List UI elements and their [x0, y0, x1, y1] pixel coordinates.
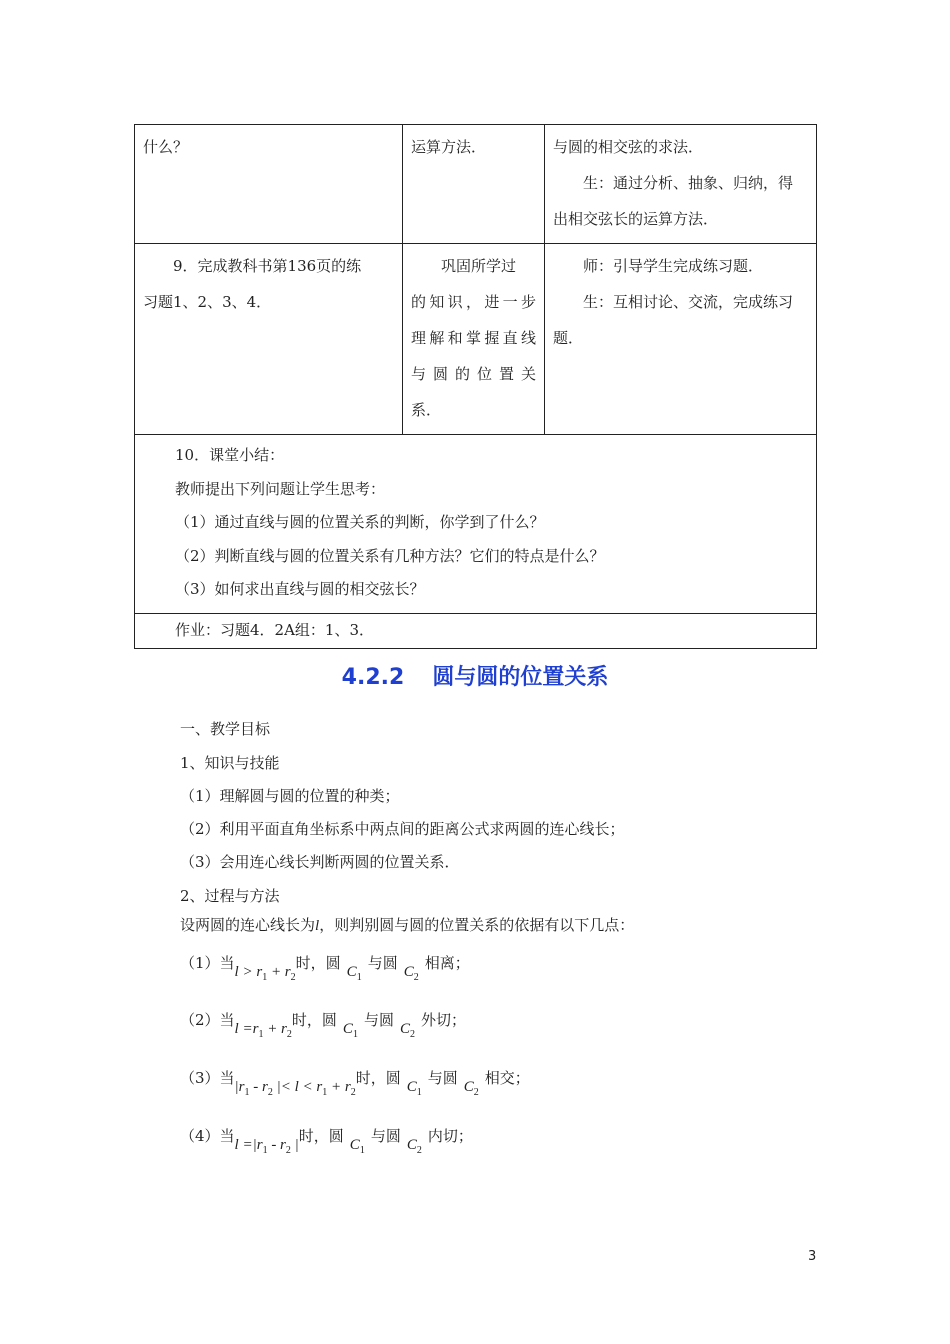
heading-process: 2、过程与方法: [180, 887, 280, 905]
cell-activity: 师：引导学生完成练习题． 生：互相讨论、交流，完成练习 题．: [545, 244, 817, 435]
condition-4: （4）当$l =|r_1 - r_2$ |时，圆 $C_1$与圆 $C_2$内切；: [180, 1127, 473, 1156]
section-title: [0, 660, 950, 691]
formula: $|r_1 - r_2$ |< $l < r_1 + r_2$: [234, 1079, 356, 1098]
page-number: 3: [808, 1249, 817, 1264]
formula: $l =|r_1 - r_2$ |: [234, 1137, 299, 1156]
cell-goal: 运算方法．: [403, 125, 545, 244]
heading-knowledge: 1、知识与技能: [180, 754, 280, 772]
intro-text: 设两圆的连心线长为l，则判别圆与圆的位置关系的依据有以下几点：: [180, 916, 635, 934]
section-heading: 圆与圆的位置关系: [432, 665, 609, 690]
cell-goal: 巩固所学过 的知识，进一步 理解和掌握直线 与圆的位置关 系．: [403, 244, 545, 435]
section-number: 4.2.2: [341, 665, 405, 690]
cell-content: 9．完成教科书第136页的练 习题1、2、3、4．: [135, 244, 403, 435]
condition-2: （2）当$l =r_1 + r_2$时，圆 $C_1$与圆 $C_2$外切；: [180, 1011, 466, 1040]
table-row: [135, 244, 817, 435]
formula: $l =r_1 + r_2$: [234, 1021, 292, 1040]
table-row: [135, 125, 817, 244]
condition-1: （1）当$l > r_1 + r_2$时，圆 $C_1$与圆 $C_2$相离；: [180, 954, 470, 983]
list-item: （3）会用连心线长判断两圆的位置关系．: [180, 853, 460, 871]
table-row: [135, 435, 817, 614]
cell-activity: 与圆的相交弦的求法． 生：通过分析、抽象、归纳，得 出相交弦长的运算方法．: [545, 125, 817, 244]
table-row: [135, 613, 817, 648]
lesson-table: [134, 124, 817, 649]
cell-summary: 10．课堂小结： 教师提出下列问题让学生思考： （1）通过直线与圆的位置关系的判断，你学到了什么？ （2）判断直线与圆的位置关系有几种方法？它们的特点是什么？ （3）如何求出直线与圆的相交弦长？: [135, 435, 817, 614]
formula: $l > r_1 + r_2$: [234, 964, 296, 983]
condition-3: （3）当$|r_1 - r_2$ |< $l < r_1 + r_2$时，圆 $C_1$与圆 $C_2$相交；: [180, 1069, 530, 1098]
list-item: （2）利用平面直角坐标系中两点间的距离公式求两圆的连心线长；: [180, 820, 625, 838]
heading-objectives: 一、教学目标: [180, 720, 271, 738]
cell-content: 什么？: [135, 125, 403, 244]
cell-homework: 作业：习题4．2A组：1、3．: [135, 613, 817, 648]
list-item: （1）理解圆与圆的位置的种类；: [180, 787, 400, 805]
